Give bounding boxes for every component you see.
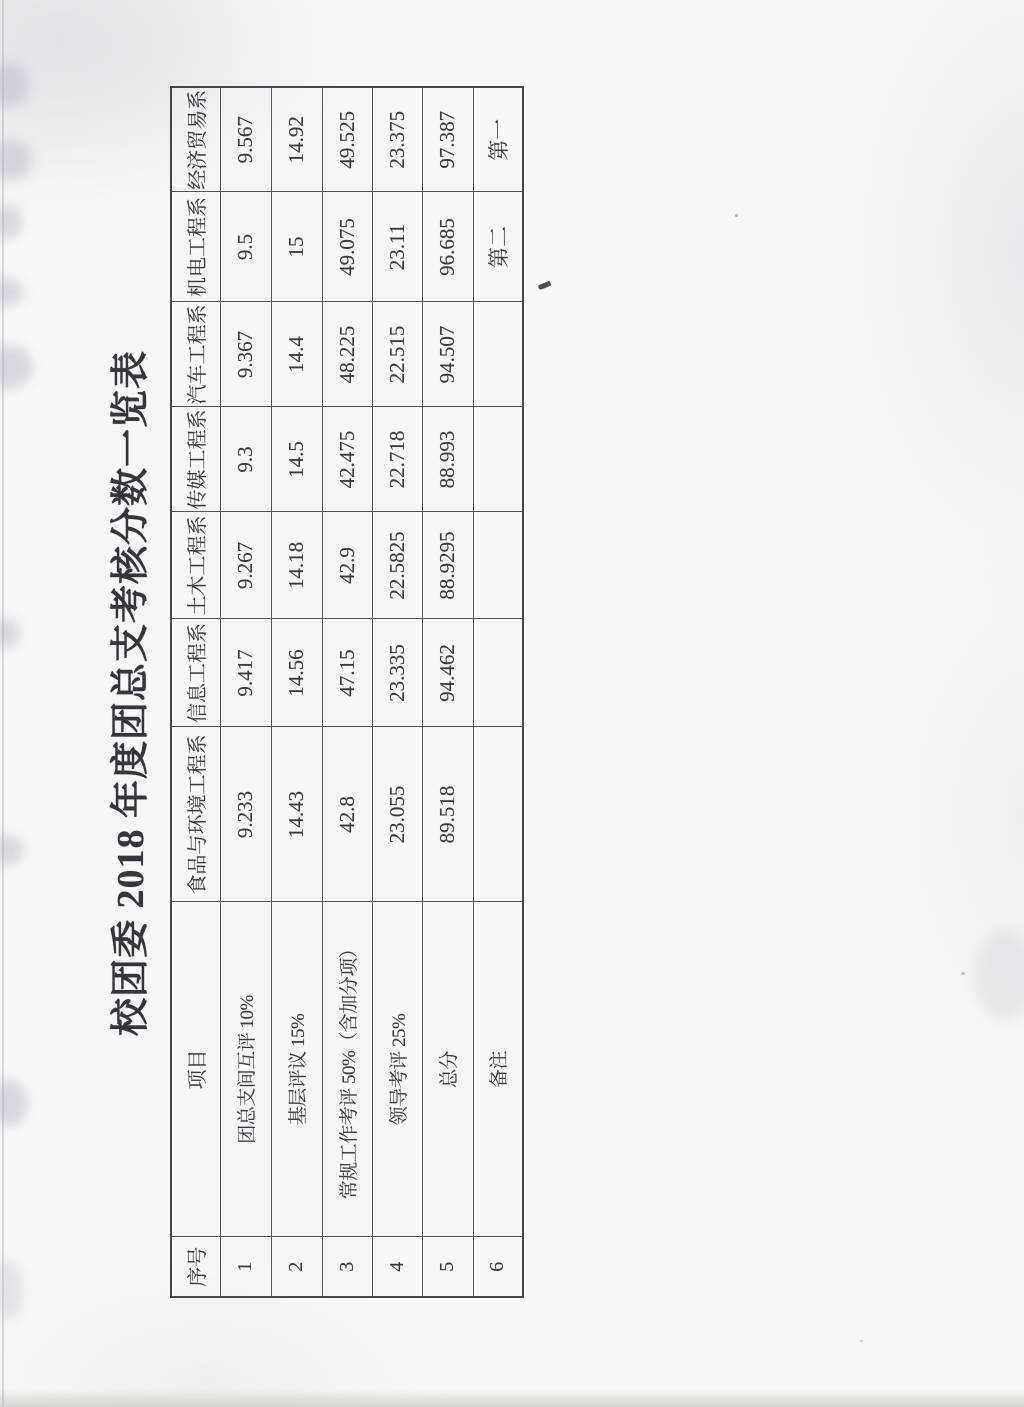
- score-cell: 9.267: [220, 512, 271, 619]
- col-header-dept-media: 传媒工程系: [171, 407, 220, 512]
- score-cell: 14.5: [271, 407, 322, 512]
- scan-smudge: [0, 140, 32, 180]
- document-content: [95, 88, 565, 1298]
- remark-cell: [473, 302, 523, 407]
- score-cell: 42.8: [322, 727, 372, 902]
- scores-table: [170, 86, 524, 1298]
- score-cell: 22.718: [372, 407, 422, 512]
- remark-cell: [473, 619, 523, 727]
- score-cell: 23.055: [372, 727, 422, 902]
- table-row: [322, 87, 372, 1297]
- seq-cell: 3: [322, 1237, 372, 1297]
- score-cell: 96.685: [422, 192, 473, 302]
- scan-smudge: [0, 835, 24, 865]
- score-cell: 14.4: [271, 302, 322, 407]
- scan-smudge: [0, 62, 28, 108]
- score-cell: 94.462: [422, 619, 473, 727]
- col-header-dept-auto: 汽车工程系: [171, 302, 220, 407]
- seq-cell: 5: [422, 1237, 473, 1297]
- score-cell: 48.225: [322, 302, 372, 407]
- document-title: 校团委 2018 年度团总支考核分数一览表: [110, 350, 152, 1037]
- col-header-dept-info: 信息工程系: [171, 619, 220, 727]
- item-cell: 团总支间互评 10%: [220, 902, 271, 1237]
- score-cell: 23.335: [372, 619, 422, 727]
- scan-smudge: [0, 205, 22, 239]
- remark-cell: [473, 512, 523, 619]
- item-cell: 基层评议 15%: [271, 902, 322, 1237]
- score-cell: 89.518: [422, 727, 473, 902]
- score-cell: 14.43: [271, 727, 322, 902]
- col-header-seq: 序号: [171, 1237, 220, 1297]
- scan-smudge: [0, 1260, 24, 1320]
- table-row: [473, 87, 523, 1297]
- score-cell: 9.367: [220, 302, 271, 407]
- scan-smudge: [0, 618, 20, 648]
- seq-cell: 1: [220, 1237, 271, 1297]
- score-cell: 42.9: [322, 512, 372, 619]
- seq-cell: 4: [372, 1237, 422, 1297]
- score-cell: 47.15: [322, 619, 372, 727]
- table-row: [422, 87, 473, 1297]
- score-cell: 9.567: [220, 87, 271, 192]
- score-cell: 15: [271, 192, 322, 302]
- table-row: [271, 87, 322, 1297]
- scan-smudge: [975, 930, 1024, 1020]
- score-cell: 14.92: [271, 87, 322, 192]
- col-header-dept-econ: 经济贸易系: [171, 87, 220, 192]
- score-cell: 9.5: [220, 192, 271, 302]
- score-cell: 23.11: [372, 192, 422, 302]
- score-cell: 49.525: [322, 87, 372, 192]
- remark-cell: [473, 407, 523, 512]
- seq-cell: 6: [473, 1237, 523, 1297]
- score-cell: 42.475: [322, 407, 372, 512]
- col-header-dept-civil: 土木工程系: [171, 512, 220, 619]
- score-cell: 97.387: [422, 87, 473, 192]
- score-cell: 14.18: [271, 512, 322, 619]
- seq-cell: 2: [271, 1237, 322, 1297]
- remark-cell: [473, 727, 523, 902]
- score-cell: 14.56: [271, 619, 322, 727]
- remark-cell: 第二: [473, 192, 523, 302]
- score-cell: 22.5825: [372, 512, 422, 619]
- scan-speck: [735, 214, 738, 217]
- header-row: [171, 87, 220, 1297]
- score-cell: 88.993: [422, 407, 473, 512]
- scan-speck: [961, 972, 965, 975]
- table-row: [372, 87, 422, 1297]
- remark-cell: 第一: [473, 87, 523, 192]
- item-cell: 领导考评 25%: [372, 902, 422, 1237]
- col-header-dept-mech-elec: 机电工程系: [171, 192, 220, 302]
- score-cell: 23.375: [372, 87, 422, 192]
- score-cell: 22.515: [372, 302, 422, 407]
- score-cell: 9.3: [220, 407, 271, 512]
- item-cell: 备注: [473, 902, 523, 1237]
- item-cell: 总分: [422, 902, 473, 1237]
- scan-smudge: [0, 345, 32, 389]
- score-cell: 88.9295: [422, 512, 473, 619]
- table-row: [220, 87, 271, 1297]
- scan-smudge: [0, 278, 24, 306]
- score-cell: 94.507: [422, 302, 473, 407]
- score-cell: 49.075: [322, 192, 372, 302]
- score-cell: 9.233: [220, 727, 271, 902]
- scan-speck: [860, 1340, 863, 1342]
- col-header-dept-food-env: 食品与环境工程系: [171, 727, 220, 902]
- item-cell: 常规工作考评 50%（含加分项）: [322, 902, 372, 1237]
- score-cell: 9.417: [220, 619, 271, 727]
- scan-smudge: [0, 1080, 28, 1126]
- col-header-item: 项目: [171, 902, 220, 1237]
